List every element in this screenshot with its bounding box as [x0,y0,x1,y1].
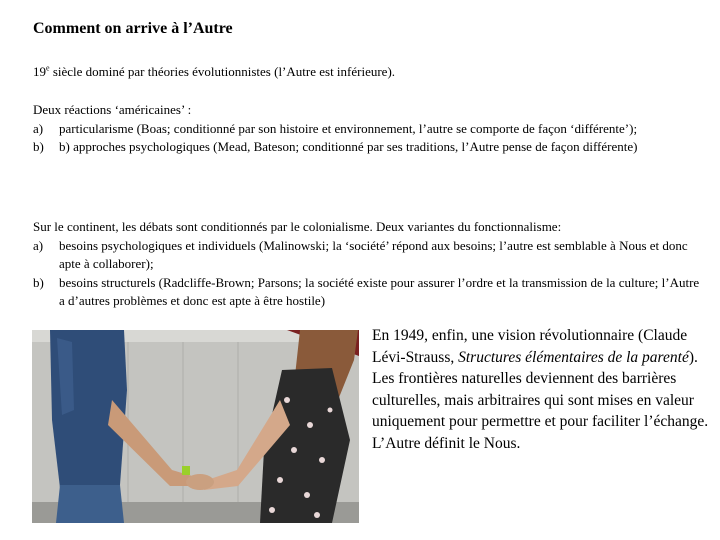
list-item-text: besoins structurels (Radcliffe-Brown; Parsons; la société existe pour assurer l’ordre et la transmission de la culture; l’Autre a d’autres problèmes et donc est apte à être hostile) [59,274,700,308]
list-marker: a) [33,120,44,136]
list-item-text: b) approches psychologiques (Mead, Bateson; conditionné par ses traditions, l’Autre pense de façon différente) [59,139,638,154]
american-lead: Deux réactions ‘américaines’ : [33,102,192,117]
continental-debates [33,218,708,311]
list-item-text: particularisme (Boas; conditionné par son histoire et environnement, l’autre se comporte de façon ‘différente’); [59,120,638,136]
list-item-text: besoins psychologiques et individuels (Malinowski; la ‘société’ répond aux besoins; l’autre est semblable à Nous et donc apte à collaborer); [59,237,688,271]
list-item [33,138,708,157]
intro-paragraph [33,63,395,82]
closing-text-start: En 1949, enfin, une vision révolutionnaire (Claude Lévi-Strauss, [372,327,688,366]
book-title: Structures élémentaires de la parenté [458,348,689,366]
slide-title: Comment on arrive à l’Autre [33,20,233,37]
list-item [33,120,708,139]
intro-superscript: e [46,63,50,73]
list-item [33,274,708,311]
closing-text-end: ). Les frontières naturelles deviennent des barrières culturelles, mais arbitraires qui sont mises en valeur uniquement pour permettre et pour faciliter l’échange. L’Autre définit le Nous. [372,348,709,452]
american-reactions [33,101,708,157]
list-marker: b) [33,274,44,290]
list-marker: a) [33,237,44,253]
photo-holding-hands [32,330,359,523]
list-item [33,237,708,274]
continent-lead: Sur le continent, les débats sont conditionnés par le colonialisme. Deux variantes du fonctionnalisme: [33,219,562,234]
closing-paragraph [372,325,712,454]
intro-text: siècle dominé par théories évolutionnistes (l’Autre est inférieure). [49,64,396,79]
list-marker: b) [33,139,44,154]
intro-century: 19 [33,64,46,79]
